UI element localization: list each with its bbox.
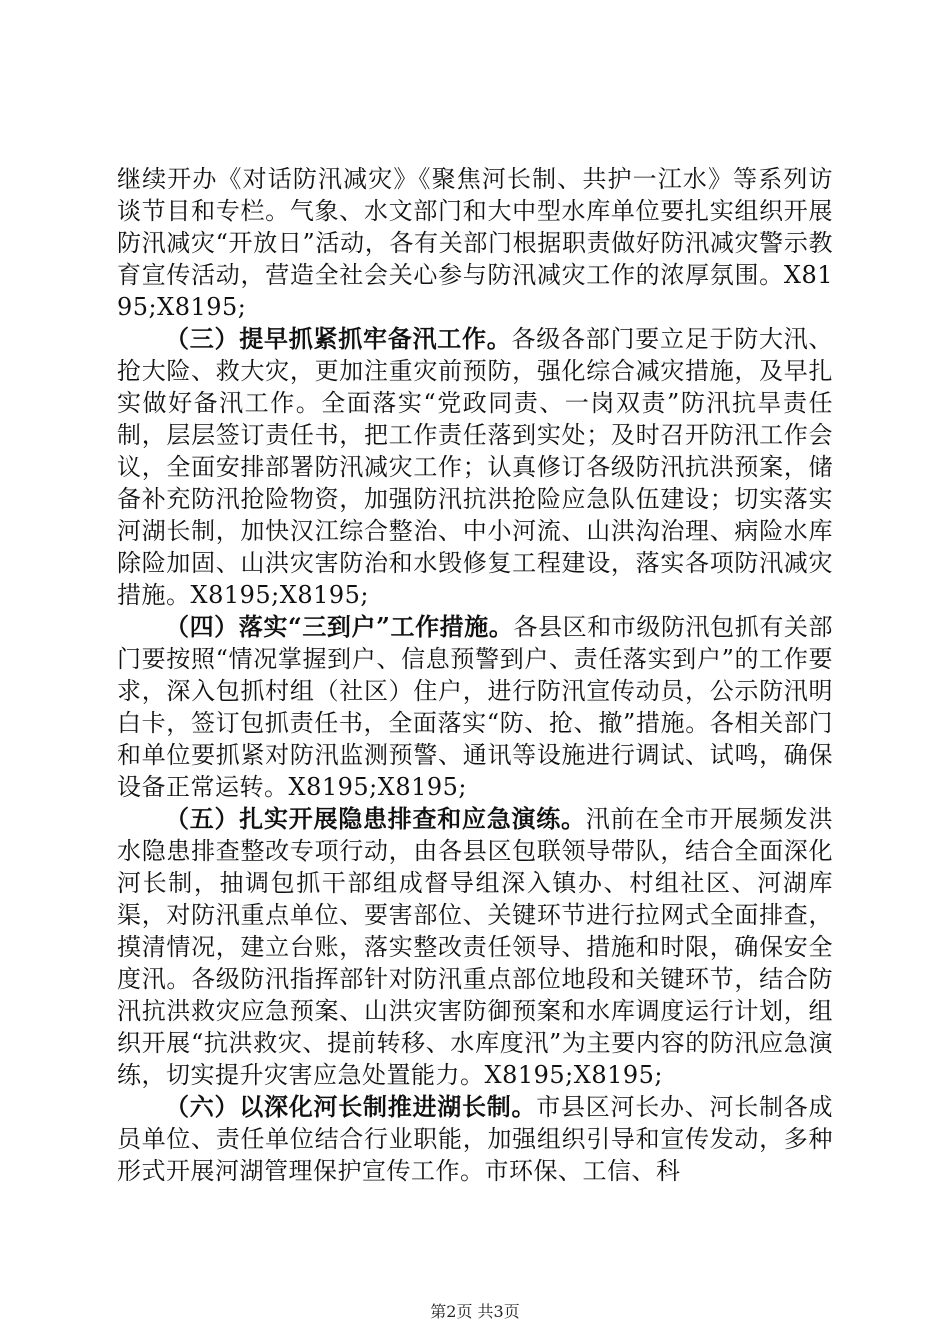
paragraph-section-6 — [117, 1091, 833, 1187]
paragraph-section-3 — [117, 323, 833, 611]
section-heading: （四）落实“三到户”工作措施。 — [165, 612, 514, 641]
paragraph-body: 市县区河长办、河长制各成员单位、责任单位结合行业职能，加强组织引导和宣传发动，多种形式开展河湖管理保护宣传工作。市环保、工信、科 — [117, 1093, 833, 1185]
paragraph-section-5 — [117, 803, 833, 1091]
paragraph-body: 各县区和市级防汛包抓有关部门要按照“情况掌握到户、信息预警到户、责任落实到户”的工作要求，深入包抓村组（社区）住户，进行防汛宣传动员，公示防汛明白卡，签订包抓责任书，全面落实“防、抢、撤”措施。各相关部门和单位要抓紧对防汛监测预警、通讯等设施进行调试、试鸣，确保设备正常运转。X8195;X8195; — [117, 613, 833, 801]
section-heading: （三）提早抓紧抓牢备汛工作。 — [165, 324, 512, 353]
paragraph-continuation — [117, 163, 833, 323]
paragraph-body: 汛前在全市开展频发洪水隐患排查整改专项行动，由各县区包联领导带队，结合全面深化河长制，抽调包抓干部组成督导组深入镇办、村组社区、河湖库渠，对防汛重点单位、要害部位、关键环节进行拉网式全面排查，摸清情况，建立台账，落实整改责任领导、措施和时限，确保安全度汛。各级防汛指挥部针对防汛重点部位地段和关键环节，结合防汛抗洪救灾应急预案、山洪灾害防御预案和水库调度运行计划，组织开展“抗洪救灾、提前转移、水库度汛”为主要内容的防汛应急演练，切实提升灾害应急处置能力。X8195;X8195; — [117, 805, 833, 1089]
document-body — [117, 163, 833, 1187]
section-heading: （五）扎实开展隐患排查和应急演练。 — [165, 804, 586, 833]
page-number-footer: 第2页 共3页 — [430, 1302, 520, 1321]
paragraph-section-4 — [117, 611, 833, 803]
paragraph-body: 继续开办《对话防汛减灾》《聚焦河长制、共护一江水》等系列访谈节目和专栏。气象、水文部门和大中型水库单位要扎实组织开展防汛减灾“开放日”活动，各有关部门根据职责做好防汛减灾警示教育宣传活动，营造全社会关心参与防汛减灾工作的浓厚氛围。X8195;X8195; — [117, 165, 833, 321]
paragraph-body: 各级各部门要立足于防大汛、抢大险、救大灾，更加注重灾前预防，强化综合减灾措施，及早扎实做好备汛工作。全面落实“党政同责、一岗双责”防汛抗旱责任制，层层签订责任书，把工作责任落到实处；及时召开防汛工作会议，全面安排部署防汛减灾工作；认真修订各级防汛抗洪预案，储备补充防汛抢险物资，加强防汛抗洪抢险应急队伍建设；切实落实河湖长制，加快汉江综合整治、中小河流、山洪沟治理、病险水库除险加固、山洪灾害防治和水毁修复工程建设，落实各项防汛减灾措施。X8195;X8195; — [117, 325, 833, 609]
section-heading: （六）以深化河长制推进湖长制。 — [165, 1092, 537, 1121]
